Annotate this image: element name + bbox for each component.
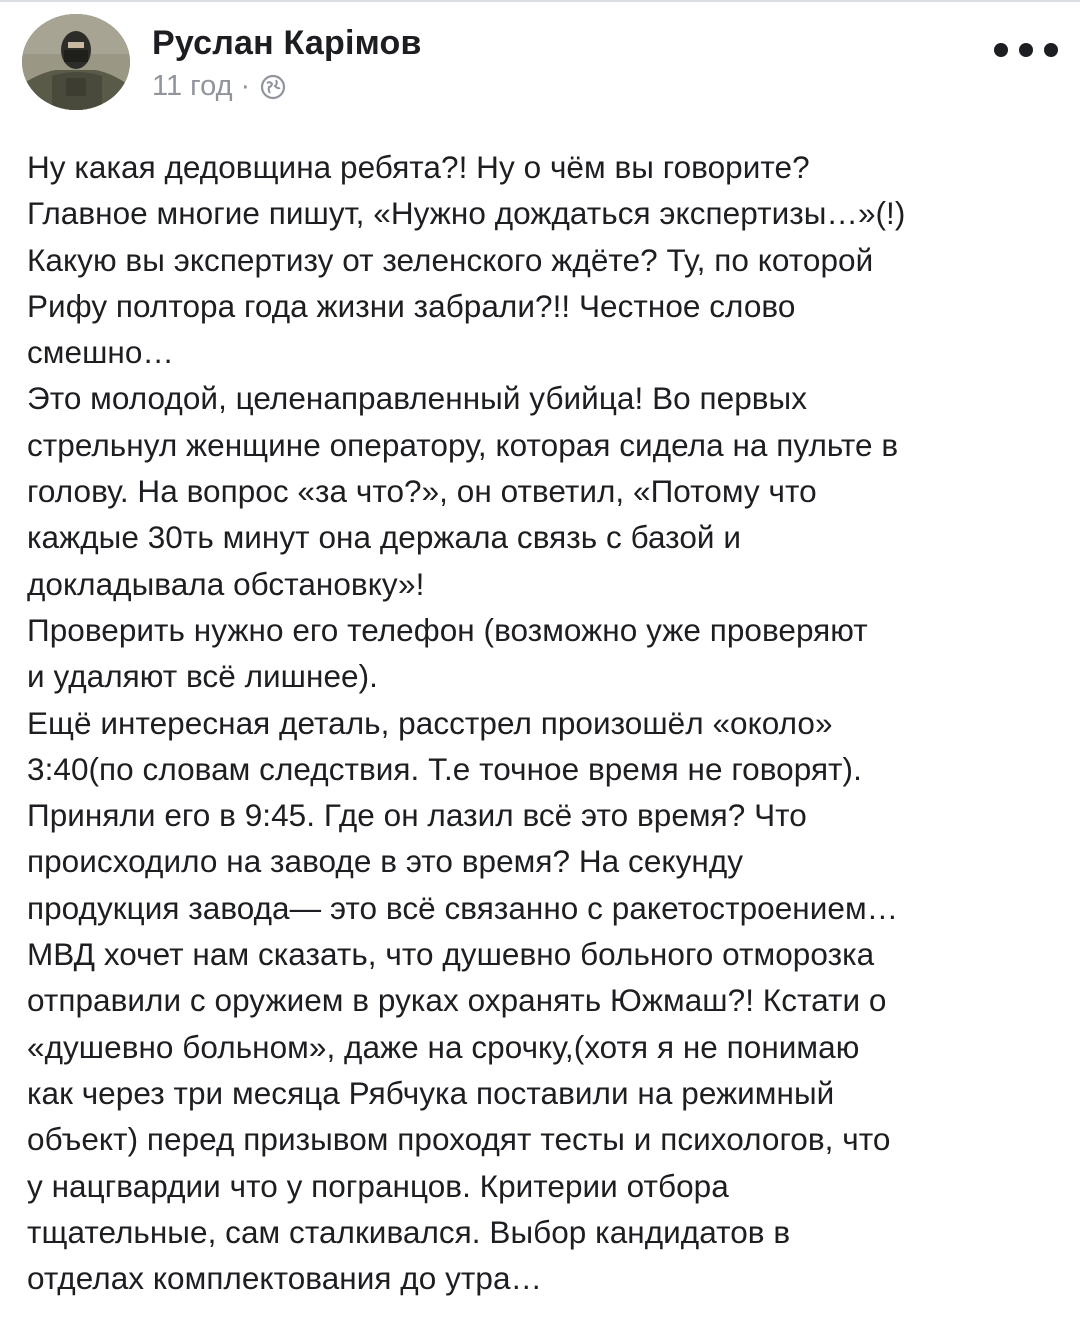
more-dot — [994, 43, 1008, 57]
post-meta — [152, 70, 286, 103]
author-name[interactable]: Руслан Карімов — [152, 24, 422, 62]
post-time[interactable]: 11 год — [152, 70, 233, 102]
author-avatar[interactable] — [22, 14, 130, 110]
more-dot — [1019, 43, 1033, 57]
more-icon[interactable] — [994, 40, 1058, 60]
meta-separator: · — [240, 70, 251, 102]
profile-photo-avatar — [22, 14, 130, 110]
more-dot — [1044, 43, 1058, 57]
top-divider — [0, 0, 1080, 2]
post-header — [22, 14, 1058, 114]
globe-icon — [260, 74, 286, 100]
post-text: Ну какая дедовщина ребята?! Ну о чём вы говорите? Главное многие пишут, «Нужно дождаться экспертизы…»(!) Какую вы экспертизу от зеленского ждёте? Ту, по которой Рифу полтора года жизни забрали?!! Честное слово смешно… Это молодой, целенаправленный убийца! Во первых стрельнул женщине оператору, которая сидела на пульте в голову. На вопрос «за что?», он ответил, «Потому что каждые 30ть минут она держала связь с базой и докладывала обстановку»! Проверить нужно его телефон (возможно уже проверяют и удаляют всё лишнее). Ещё интересная деталь, расстрел произошёл «около» 3:40(по словам следствия. Т.е точное время не говорят). Приняли его в 9:45. Где он лазил всё это время? Что происходило на заводе в это время? На секунду продукция завода— это всё связанно с ракетостроением… МВД хочет нам сказать, что душевно больного отморозка отправили с оружием в руках охранять Южмаш?! Кстати о «душевно больном», даже на срочку,(хотя я не понимаю как через три месяца Рябчука поставили на режимный объект) перед призывом проходят тесты и психологов, что у нацгвардии что у погранцов. Критерии отбора тщательные, сам сталкивался. Выбор кандидатов в отделах комплектования до утра… — [27, 149, 906, 1297]
